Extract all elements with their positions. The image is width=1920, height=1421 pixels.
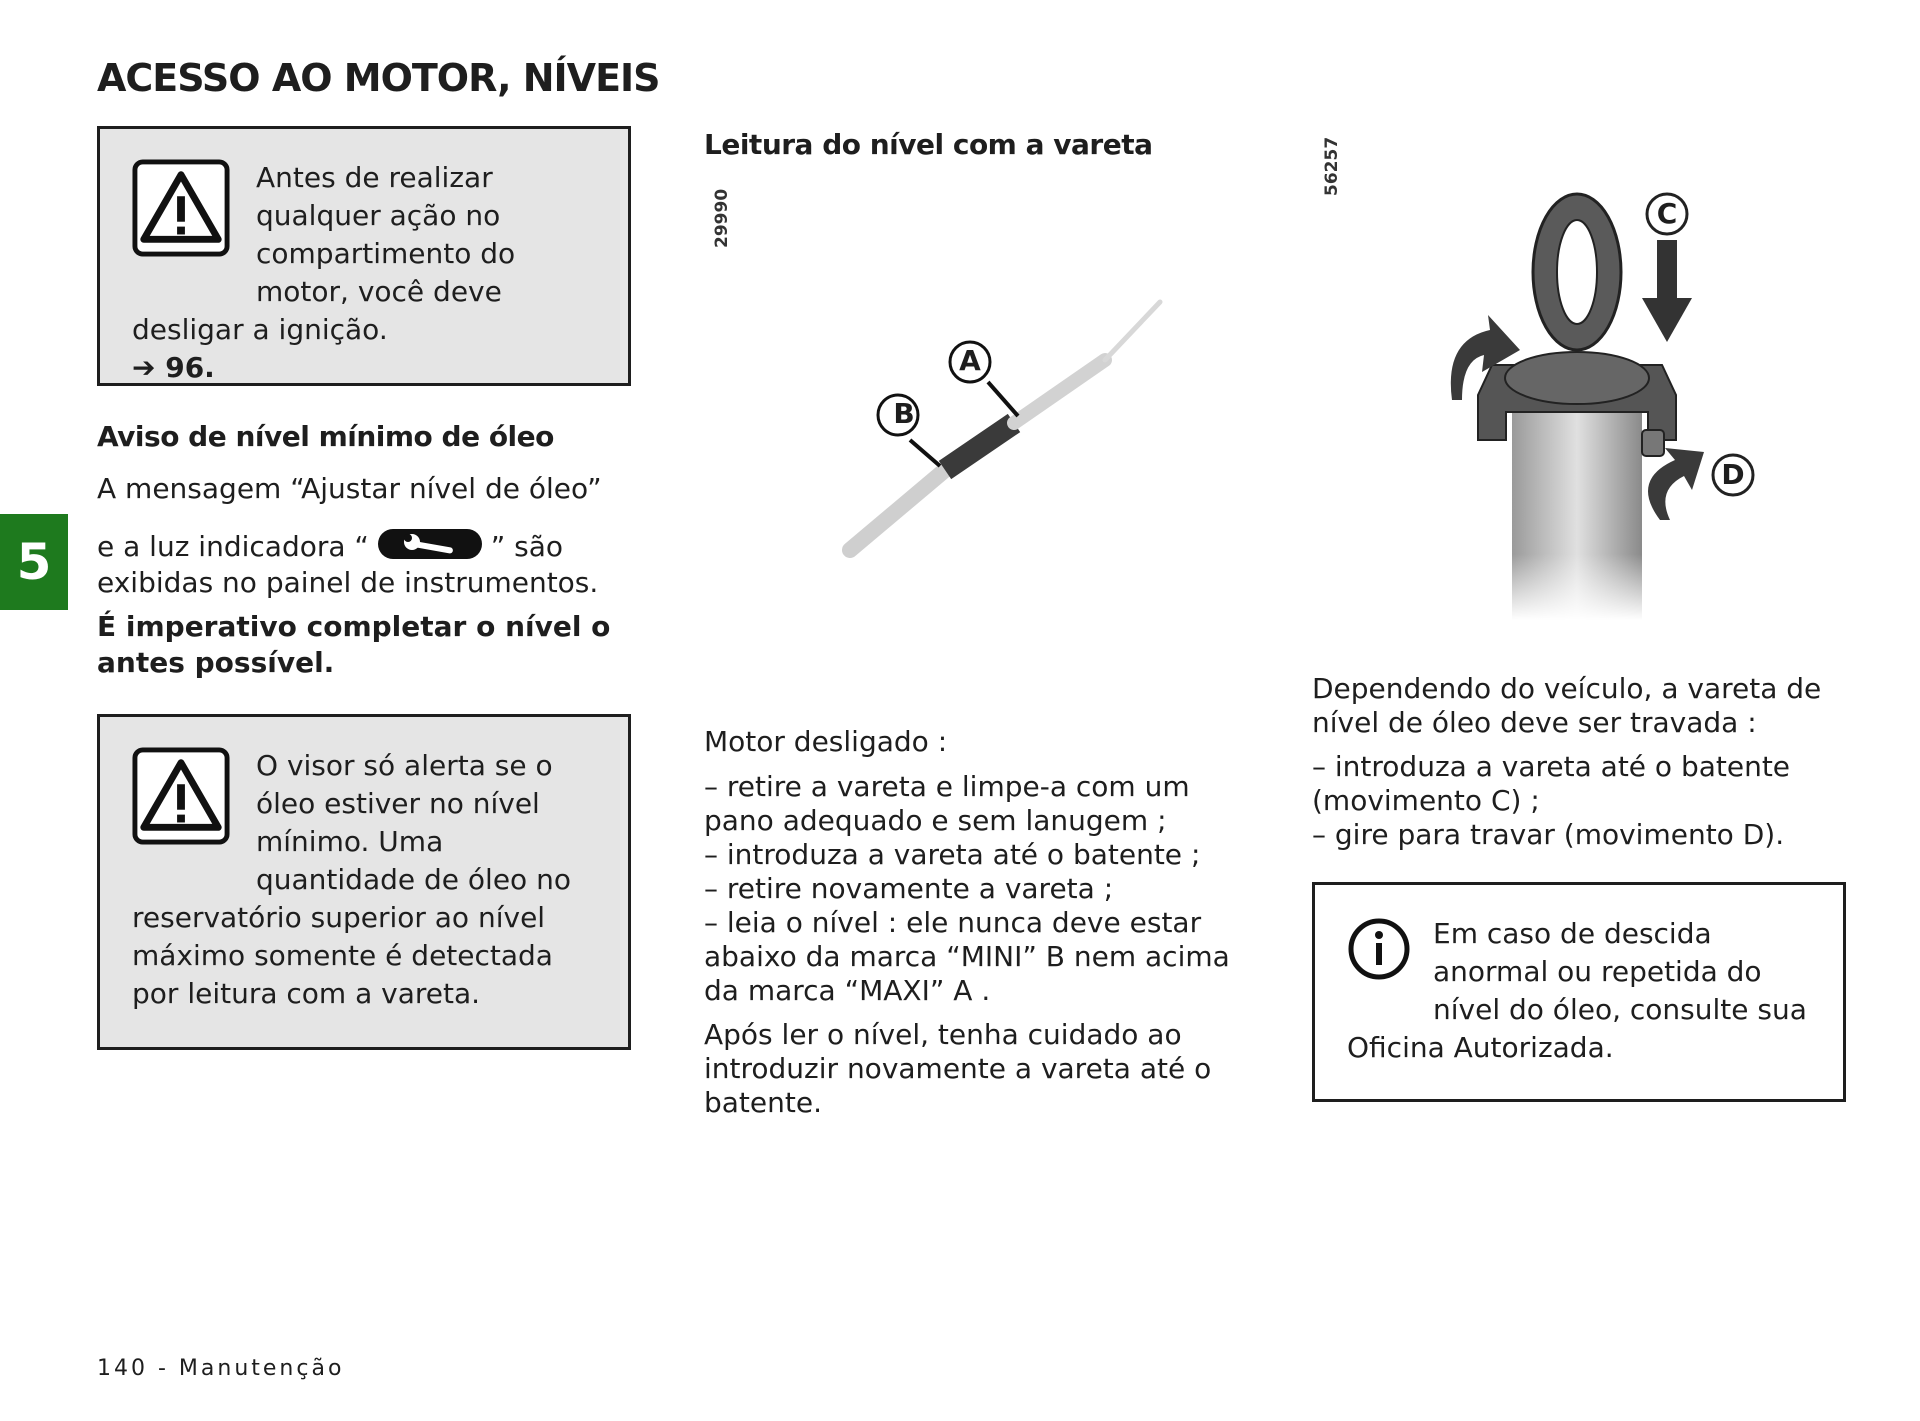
- indicator-text-after: ” são exibidas no painel de instrumentos.: [97, 530, 599, 599]
- wrench-indicator-icon: [378, 529, 482, 559]
- list-item: – leia o nível : ele nunca deve estar abaixo da marca “MINI” B nem acima da marca “MAXI” A .: [704, 906, 1230, 1007]
- label-b: B: [893, 397, 915, 430]
- locking-step-2: – gire para travar (movimento D).: [1312, 818, 1785, 851]
- dipstick-illustration: [830, 290, 1180, 580]
- after-reading-note: Após ler o nível, tenha cuidado ao introduzir novamente a vareta até o batente.: [704, 1018, 1212, 1119]
- dipstick-instructions: [704, 724, 1244, 1120]
- warning-text-oil-level: O visor só alerta se o óleo estiver no nível mínimo. Uma quantidade de óleo no reservatório superior ao nível máximo somente é detectada por leitura com a vareta.: [132, 749, 571, 1010]
- page-footer: 140 - Manutenção: [97, 1356, 345, 1381]
- indicator-text-before: e a luz indicadora “: [97, 530, 369, 563]
- warning-triangle-icon: [132, 747, 230, 845]
- oil-warning-line1: A mensagem “Ajustar nível de óleo”: [97, 472, 602, 505]
- list-item: – retire novamente a vareta ;: [704, 872, 1114, 905]
- locking-intro: Dependendo do veículo, a vareta de nível de óleo deve ser travada :: [1312, 672, 1822, 739]
- locking-instructions: [1312, 672, 1852, 852]
- figure-number-29990: 29990: [712, 188, 732, 248]
- page-reference[interactable]: [132, 349, 608, 387]
- info-text: Em caso de descida anormal ou repetida do nível do óleo, consulte sua Oficina Autorizada.: [1347, 917, 1807, 1064]
- dipstick-lock-illustration: [1400, 190, 1760, 620]
- figure-number-56257: 56257: [1322, 136, 1342, 196]
- chapter-tab: 5: [0, 514, 68, 610]
- engine-off-intro: Motor desligado :: [704, 725, 948, 758]
- warning-triangle-icon: [132, 159, 230, 257]
- label-c: C: [1656, 197, 1678, 230]
- list-item: – introduza a vareta até o batente ;: [704, 838, 1201, 871]
- info-circle-icon: [1347, 917, 1411, 981]
- info-box-workshop: [1312, 882, 1846, 1102]
- warning-box-oil-level: [97, 714, 631, 1050]
- page-title: ACESSO AO MOTOR, NÍVEIS: [97, 56, 660, 100]
- dipstick-heading: Leitura do nível com a vareta: [704, 128, 1153, 161]
- warning-box-ignition: [97, 126, 631, 386]
- label-d: D: [1721, 458, 1745, 491]
- dipstick-steps: [704, 770, 1244, 1008]
- reference-text: ➔ 96.: [132, 351, 215, 384]
- list-item: – retire a vareta e limpe-a com um pano adequado e sem lanugem ;: [704, 770, 1190, 837]
- oil-warning-heading: Aviso de nível mínimo de óleo: [97, 420, 554, 453]
- oil-warning-section: [97, 420, 637, 681]
- oil-warning-emphasis: É imperativo completar o nível o antes possível.: [97, 610, 611, 679]
- locking-step-1: – introduza a vareta até o batente (movimento C) ;: [1312, 750, 1791, 817]
- warning-text-ignition: Antes de realizar qualquer ação no compartimento do motor, você deve desligar a ignição.: [132, 161, 516, 346]
- label-a: A: [959, 344, 981, 377]
- oil-warning-line2: [97, 529, 637, 601]
